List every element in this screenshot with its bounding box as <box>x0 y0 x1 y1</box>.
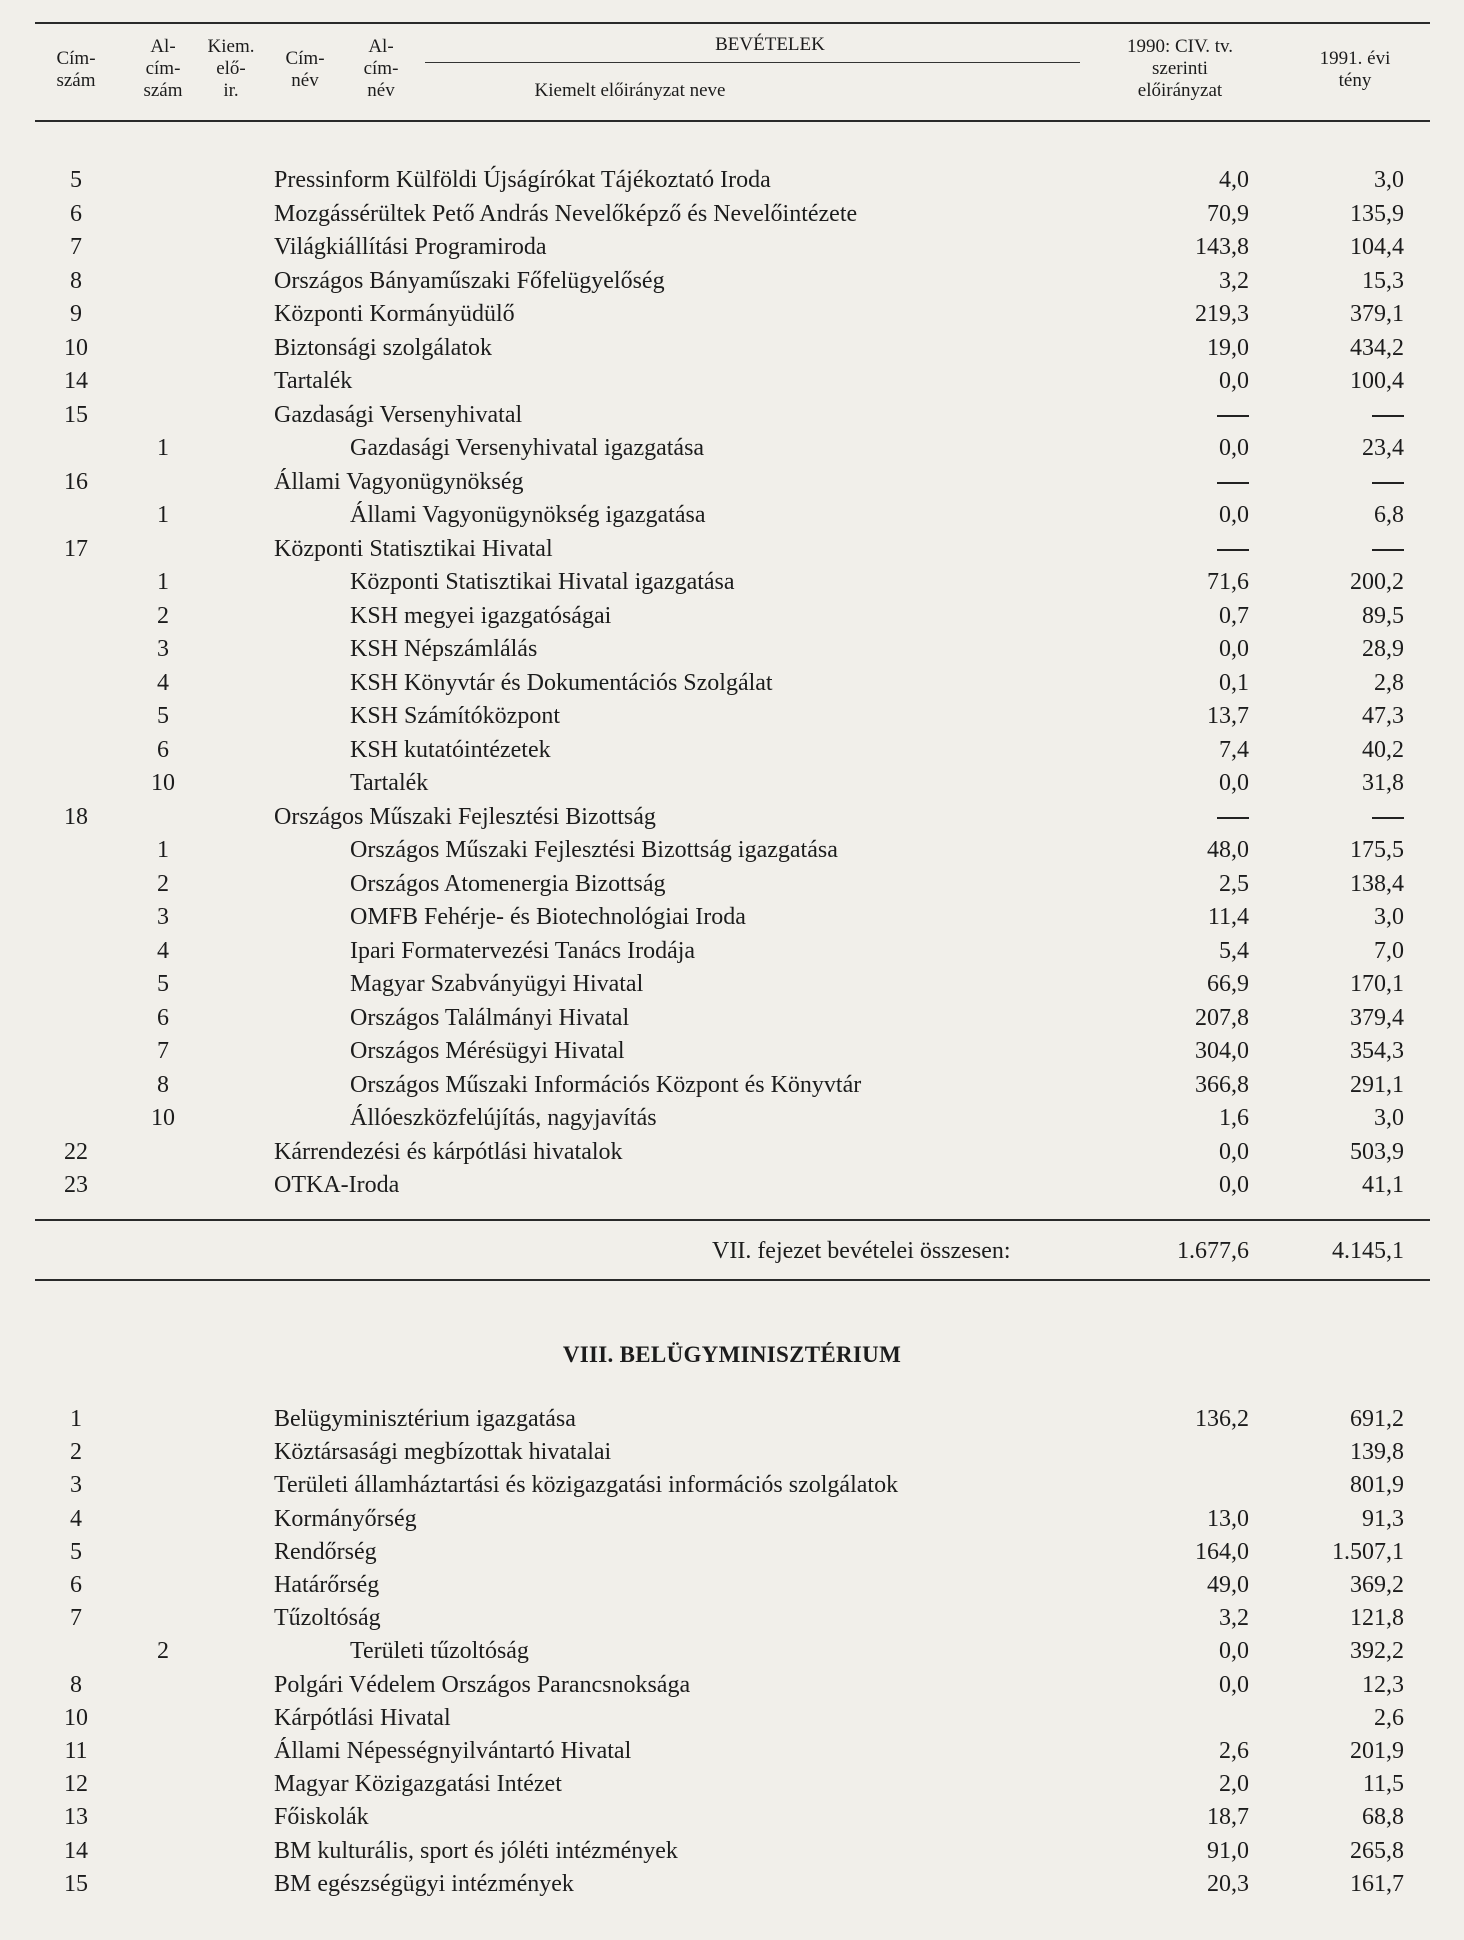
row-name: KSH Népszámlálás <box>350 636 538 662</box>
row-value-1990 <box>1217 466 1249 499</box>
row-cimszam: 1 <box>70 1406 82 1432</box>
table-row <box>0 1169 1464 1202</box>
row-value-1991: 265,8 <box>1350 1837 1404 1864</box>
table-row <box>0 1403 1464 1436</box>
row-name: Gazdasági Versenyhivatal igazgatása <box>350 435 705 461</box>
row-value-1990: 2,0 <box>1219 1771 1249 1798</box>
row-value-1991 <box>1372 533 1404 566</box>
row-name: KSH Számítóközpont <box>350 703 560 729</box>
row-cimszam: 2 <box>70 1439 82 1466</box>
row-cimszam: 10 <box>64 334 88 361</box>
row-value-1991: 3,0 <box>1374 167 1404 193</box>
section-title-viii: VIII. BELÜGYMINISZTÉRIUM <box>562 1342 902 1367</box>
row-value-1990: 0,0 <box>1219 435 1249 461</box>
row-value-1991 <box>1372 399 1404 432</box>
row-value-1990: 1,6 <box>1219 1105 1249 1131</box>
row-value-1990: 0,0 <box>1219 1671 1249 1698</box>
row-name: Köztársasági megbízottak hivatalai <box>274 1439 612 1466</box>
row-cimszam: 17 <box>64 535 88 562</box>
row-name: Országos Találmányi Hivatal <box>350 1004 630 1031</box>
row-value-1991: 379,4 <box>1350 1004 1404 1031</box>
table-row <box>0 1035 1464 1068</box>
row-value-1991: 135,9 <box>1350 200 1404 227</box>
row-value-1991 <box>1372 801 1404 834</box>
row-value-1991: 3,0 <box>1374 1105 1404 1131</box>
table-row <box>0 265 1464 298</box>
header-1991: 1991. évi tény <box>1319 48 1391 91</box>
row-name: Pressinform Külföldi Újságírókat Tájékoztató Iroda <box>274 167 771 193</box>
table-row <box>0 1002 1464 1035</box>
row-value-1990: 13,0 <box>1207 1505 1249 1532</box>
row-value-1990: 3,2 <box>1219 1605 1249 1632</box>
dash-mark <box>1372 549 1404 551</box>
row-name: Tűzoltóság <box>274 1605 381 1632</box>
row-value-1991: 68,8 <box>1362 1804 1404 1831</box>
row-value-1991: 138,4 <box>1350 870 1404 897</box>
row-name: Kárpótlási Hivatal <box>274 1704 451 1731</box>
row-cimszam: 6 <box>70 200 82 227</box>
row-name: Területi tűzoltóság <box>350 1638 529 1665</box>
row-value-1990: 91,0 <box>1207 1837 1249 1864</box>
row-alcimszam: 1 <box>157 569 169 595</box>
dash-mark <box>1217 549 1249 551</box>
row-name: Világkiállítási Programiroda <box>274 234 547 260</box>
row-name: Állóeszközfelújítás, nagyjavítás <box>350 1105 657 1131</box>
row-name: KSH Könyvtár és Dokumentációs Szolgálat <box>350 669 773 696</box>
table-row <box>0 1669 1464 1702</box>
row-alcimszam: 8 <box>157 1071 169 1098</box>
table-row <box>0 164 1464 197</box>
row-value-1990: 20,3 <box>1207 1870 1249 1897</box>
row-cimszam: 5 <box>70 167 82 193</box>
row-value-1990: 66,9 <box>1207 971 1249 997</box>
row-value-1991: 121,8 <box>1350 1605 1404 1632</box>
table-row <box>0 1503 1464 1536</box>
total-1990: 1.677,6 <box>1177 1238 1249 1264</box>
table-row <box>0 1635 1464 1668</box>
header-cimnev: Cím- név <box>285 48 325 91</box>
row-value-1991: 40,2 <box>1362 736 1404 763</box>
row-alcimszam: 2 <box>157 602 169 629</box>
row-cimszam: 15 <box>64 1870 88 1897</box>
row-name: Kormányőrség <box>274 1505 417 1532</box>
row-value-1990: 0,0 <box>1219 1638 1249 1665</box>
row-name: Országos Műszaki Fejlesztési Bizottság igazgatása <box>350 837 838 863</box>
header-cimszam: Cím- szám <box>56 48 96 91</box>
top-rule <box>35 22 1430 24</box>
row-name: Országos Mérésügyi Hivatal <box>350 1038 625 1064</box>
row-value-1990: 0,0 <box>1219 770 1249 796</box>
table-row <box>0 432 1464 465</box>
row-cimszam: 7 <box>70 234 82 260</box>
table-row <box>0 667 1464 700</box>
total-top-rule <box>35 1219 1430 1221</box>
row-value-1991: 170,1 <box>1350 971 1404 997</box>
row-name: Biztonsági szolgálatok <box>274 334 492 361</box>
row-cimszam: 10 <box>64 1704 88 1731</box>
row-value-1990: 0,0 <box>1219 502 1249 528</box>
row-value-1991: 100,4 <box>1350 368 1404 394</box>
row-name: Mozgássérültek Pető András Nevelőképző és Nevelőintézete <box>274 200 858 227</box>
row-name: KSH megyei igazgatóságai <box>350 602 612 629</box>
row-alcimszam: 5 <box>157 703 169 729</box>
row-alcimszam: 1 <box>157 837 169 863</box>
row-value-1991: 6,8 <box>1374 502 1404 528</box>
row-alcimszam: 2 <box>157 1638 169 1665</box>
row-alcimszam: 10 <box>151 770 175 796</box>
table-row <box>0 298 1464 331</box>
table-row <box>0 700 1464 733</box>
row-cimszam: 18 <box>64 803 88 830</box>
dash-mark <box>1372 817 1404 819</box>
row-alcimszam: 4 <box>157 937 169 964</box>
total-label: VII. fejezet bevételei összesen: <box>712 1238 1011 1264</box>
row-value-1990: 49,0 <box>1207 1572 1249 1598</box>
row-name: BM egészségügyi intézmények <box>274 1870 574 1897</box>
row-value-1990: 304,0 <box>1195 1038 1249 1064</box>
header-kiemelt-eloir: Kiem. elő- ir. <box>207 36 255 101</box>
row-value-1991: 89,5 <box>1362 602 1404 629</box>
row-cimszam: 8 <box>70 1671 82 1698</box>
dash-mark <box>1217 482 1249 484</box>
row-value-1991: 23,4 <box>1362 435 1404 461</box>
row-value-1991: 41,1 <box>1362 1172 1404 1198</box>
row-cimszam: 14 <box>64 1837 88 1864</box>
row-name: Gazdasági Versenyhivatal <box>274 401 523 428</box>
row-value-1991: 291,1 <box>1350 1071 1404 1098</box>
row-name: Központi Kormányüdülő <box>274 301 515 327</box>
table-row <box>0 901 1464 934</box>
row-name: Főiskolák <box>274 1804 369 1831</box>
row-cimszam: 6 <box>70 1572 82 1598</box>
table-row <box>0 968 1464 1001</box>
header-alcimszam: Al- cím- szám <box>143 36 183 101</box>
row-alcimszam: 6 <box>157 736 169 763</box>
row-alcimszam: 2 <box>157 870 169 897</box>
row-value-1990: 48,0 <box>1207 837 1249 863</box>
row-value-1990: 13,7 <box>1207 703 1249 729</box>
row-value-1991: 691,2 <box>1350 1406 1404 1432</box>
row-cimszam: 15 <box>64 401 88 428</box>
row-value-1990: 0,1 <box>1219 669 1249 696</box>
row-alcimszam: 7 <box>157 1038 169 1064</box>
row-name: Országos Műszaki Fejlesztési Bizottság <box>274 803 656 830</box>
row-cimszam: 16 <box>64 468 88 495</box>
row-alcimszam: 10 <box>151 1105 175 1131</box>
row-value-1991: 104,4 <box>1350 234 1404 260</box>
row-value-1991: 434,2 <box>1350 334 1404 361</box>
row-value-1990: 18,7 <box>1207 1804 1249 1831</box>
row-alcimszam: 3 <box>157 904 169 930</box>
total-1991: 4.145,1 <box>1332 1238 1404 1264</box>
row-alcimszam: 5 <box>157 971 169 997</box>
table-row <box>0 533 1464 566</box>
row-value-1990: 207,8 <box>1195 1004 1249 1031</box>
row-value-1991: 2,8 <box>1374 669 1404 696</box>
row-value-1990: 11,4 <box>1207 904 1249 930</box>
row-value-1991: 2,6 <box>1374 1704 1404 1731</box>
row-value-1991: 31,8 <box>1362 770 1404 796</box>
row-value-1991: 200,2 <box>1350 569 1404 595</box>
row-name: OMFB Fehérje- és Biotechnológiai Iroda <box>350 904 746 930</box>
row-value-1991: 161,7 <box>1350 1870 1404 1897</box>
table-row <box>0 566 1464 599</box>
row-cimszam: 14 <box>64 368 88 394</box>
row-value-1991: 3,0 <box>1374 904 1404 930</box>
row-value-1991: 354,3 <box>1350 1038 1404 1064</box>
row-value-1990: 70,9 <box>1207 200 1249 227</box>
table-row <box>0 466 1464 499</box>
row-name: Tartalék <box>274 368 353 394</box>
table-row <box>0 935 1464 968</box>
row-name: Belügyminisztérium igazgatása <box>274 1406 576 1432</box>
row-value-1991: 379,1 <box>1350 301 1404 327</box>
row-value-1991: 1.507,1 <box>1332 1538 1404 1565</box>
row-value-1991: 11,5 <box>1362 1771 1404 1798</box>
row-cimszam: 5 <box>70 1538 82 1565</box>
row-name: Polgári Védelem Országos Parancsnoksága <box>274 1671 691 1698</box>
table-row <box>0 600 1464 633</box>
row-name: BM kulturális, sport és jóléti intézmények <box>274 1837 678 1864</box>
row-value-1990: 164,0 <box>1195 1538 1249 1565</box>
row-value-1990: 2,5 <box>1219 870 1249 897</box>
row-value-1990: 219,3 <box>1195 301 1249 327</box>
row-name: Központi Statisztikai Hivatal igazgatása <box>350 569 735 595</box>
row-cimszam: 3 <box>70 1472 82 1499</box>
row-name: KSH kutatóintézetek <box>350 736 551 763</box>
row-value-1990: 2,6 <box>1219 1738 1249 1764</box>
header-alcimnev: Al- cím- név <box>363 36 399 101</box>
table-row <box>0 1069 1464 1102</box>
table-row <box>0 801 1464 834</box>
row-alcimszam: 6 <box>157 1004 169 1031</box>
row-value-1990 <box>1217 399 1249 432</box>
table-row <box>0 231 1464 264</box>
row-value-1990: 19,0 <box>1207 334 1249 361</box>
table-row <box>0 1136 1464 1169</box>
row-value-1991: 392,2 <box>1350 1638 1404 1665</box>
row-alcimszam: 1 <box>157 502 169 528</box>
row-value-1990: 0,0 <box>1219 636 1249 662</box>
row-value-1991: 15,3 <box>1362 267 1404 294</box>
row-name: Területi államháztartási és közigazgatási információs szolgálatok <box>274 1472 899 1499</box>
header-bottom-rule <box>35 120 1430 122</box>
row-name: Állami Népességnyilvántartó Hivatal <box>274 1738 632 1764</box>
row-cimszam: 12 <box>64 1771 88 1798</box>
table-row <box>0 499 1464 532</box>
row-cimszam: 22 <box>64 1138 88 1165</box>
row-alcimszam: 3 <box>157 636 169 662</box>
table-row <box>0 365 1464 398</box>
table-row <box>0 1602 1464 1635</box>
row-name: Határőrség <box>274 1572 380 1598</box>
dash-mark <box>1372 415 1404 417</box>
row-name: Országos Műszaki Információs Központ és Könyvtár <box>350 1071 862 1098</box>
table-row <box>0 734 1464 767</box>
header-kiemelt-nev: Kiemelt előirányzat neve <box>534 80 726 101</box>
dash-mark <box>1217 817 1249 819</box>
table-row <box>0 1735 1464 1768</box>
row-value-1990: 0,7 <box>1219 602 1249 629</box>
row-cimszam: 7 <box>70 1605 82 1632</box>
row-name: Országos Bányaműszaki Főfelügyelőség <box>274 267 665 294</box>
row-name: Magyar Szabványügyi Hivatal <box>350 971 644 997</box>
table-row <box>0 399 1464 432</box>
table-row <box>0 1102 1464 1135</box>
row-value-1990: 71,6 <box>1207 569 1249 595</box>
table-row <box>0 1436 1464 1469</box>
row-cimszam: 13 <box>64 1804 88 1831</box>
row-cimszam: 9 <box>70 301 82 327</box>
row-value-1990: 5,4 <box>1219 937 1249 964</box>
row-name: OTKA-Iroda <box>274 1172 400 1198</box>
row-value-1991: 28,9 <box>1362 636 1404 662</box>
row-value-1991: 369,2 <box>1350 1572 1404 1598</box>
table-row <box>0 198 1464 231</box>
row-name: Ipari Formatervezési Tanács Irodája <box>350 937 696 964</box>
header-bevetelek: BEVÉTELEK <box>715 34 825 55</box>
row-value-1990: 4,0 <box>1219 167 1249 193</box>
row-value-1990 <box>1217 533 1249 566</box>
row-value-1991 <box>1372 466 1404 499</box>
table-row <box>0 1569 1464 1602</box>
row-name: Állami Vagyonügynökség <box>274 468 524 495</box>
table-row <box>0 868 1464 901</box>
row-value-1990: 0,0 <box>1219 368 1249 394</box>
row-name: Központi Statisztikai Hivatal <box>274 535 553 562</box>
table-row <box>0 1801 1464 1834</box>
row-cimszam: 11 <box>64 1738 88 1764</box>
table-row <box>0 767 1464 800</box>
table-row <box>0 1536 1464 1569</box>
row-value-1991: 91,3 <box>1362 1505 1404 1532</box>
table-row <box>0 1835 1464 1868</box>
total-bottom-rule <box>35 1279 1430 1281</box>
row-value-1991: 175,5 <box>1350 837 1404 863</box>
row-value-1990 <box>1217 801 1249 834</box>
dash-mark <box>1372 482 1404 484</box>
row-value-1990: 7,4 <box>1219 736 1249 763</box>
row-name: Magyar Közigazgatási Intézet <box>274 1771 562 1798</box>
row-value-1991: 47,3 <box>1362 703 1404 729</box>
table-row <box>0 1868 1464 1901</box>
row-value-1990: 0,0 <box>1219 1172 1249 1198</box>
table-row <box>0 332 1464 365</box>
row-value-1990: 143,8 <box>1195 234 1249 260</box>
row-cimszam: 4 <box>70 1505 82 1532</box>
row-cimszam: 8 <box>70 267 82 294</box>
row-cimszam: 23 <box>64 1172 88 1198</box>
row-name: Rendőrség <box>274 1538 377 1565</box>
row-name: Állami Vagyonügynökség igazgatása <box>350 502 706 528</box>
table-row <box>0 1768 1464 1801</box>
row-value-1990: 0,0 <box>1219 1138 1249 1165</box>
row-name: Tartalék <box>350 770 429 796</box>
table-row <box>0 1702 1464 1735</box>
table-row <box>0 834 1464 867</box>
row-value-1991: 139,8 <box>1350 1439 1404 1466</box>
row-value-1991: 7,0 <box>1374 937 1404 964</box>
header-1990: 1990: CIV. tv. szerinti előirányzat <box>1126 36 1234 101</box>
total-row <box>0 1233 1464 1269</box>
row-value-1991: 12,3 <box>1362 1671 1404 1698</box>
row-value-1991: 801,9 <box>1350 1472 1404 1499</box>
row-name: Kárrendezési és kárpótlási hivatalok <box>274 1138 623 1165</box>
row-alcimszam: 4 <box>157 669 169 696</box>
row-value-1990: 366,8 <box>1195 1071 1249 1098</box>
row-name: Országos Atomenergia Bizottság <box>350 870 666 897</box>
row-value-1990: 3,2 <box>1219 267 1249 294</box>
row-alcimszam: 1 <box>157 435 169 461</box>
row-value-1991: 201,9 <box>1350 1738 1404 1764</box>
row-value-1990: 136,2 <box>1195 1406 1249 1432</box>
header-divider <box>425 62 1080 63</box>
table-row <box>0 633 1464 666</box>
row-value-1991: 503,9 <box>1350 1138 1404 1165</box>
table-row <box>0 1469 1464 1502</box>
dash-mark <box>1217 415 1249 417</box>
